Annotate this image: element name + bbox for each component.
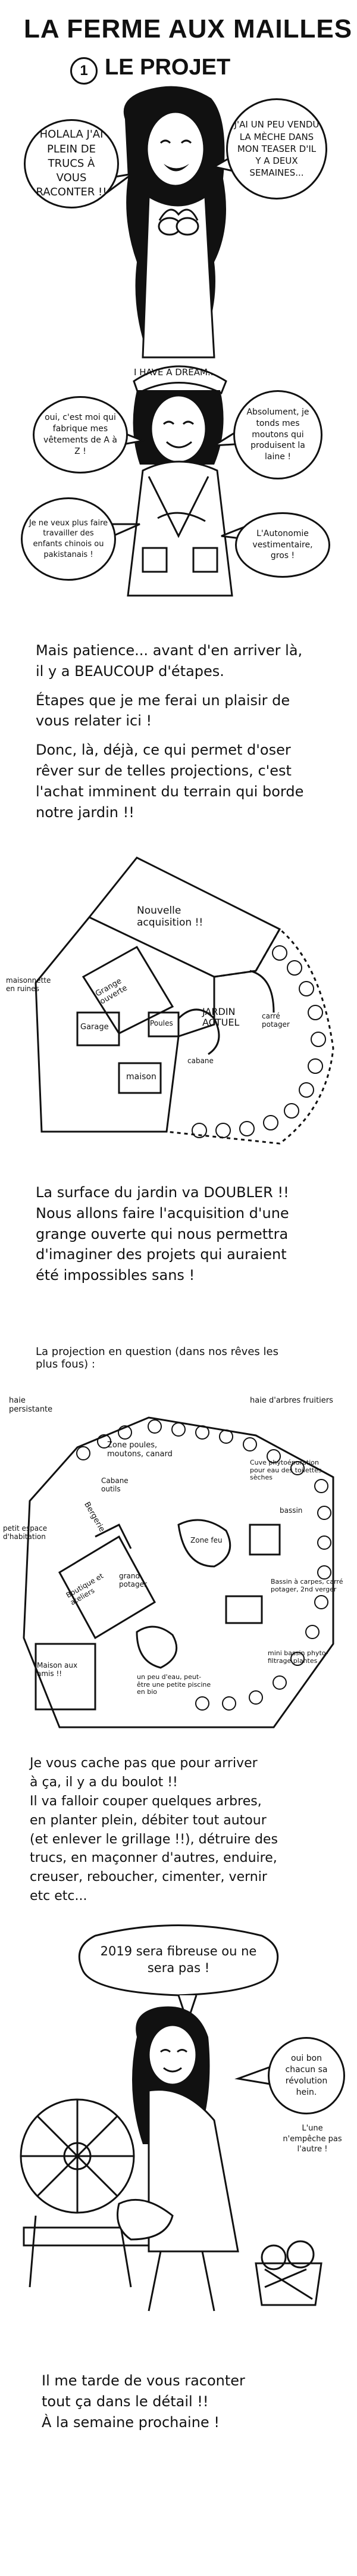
chapter-number: 1	[80, 63, 88, 79]
speech-bubble-enfants	[21, 497, 116, 581]
narration-line: etc etc...	[30, 1889, 87, 1904]
map2-label-cabane-outils: Cabane outils	[101, 1477, 129, 1493]
woman-knitwear-illustration	[128, 366, 232, 596]
speech-bubble-excited	[24, 119, 119, 208]
map2-label-haie-persistante: haie persistante	[9, 1396, 53, 1414]
closing-line: tout ça dans le détail !!	[42, 2393, 209, 2410]
speech-text: oui, c'est moi qui fabrique mes vêtements de A à Z !	[43, 413, 117, 456]
narration-line: creuser, reboucher, cimenter, vernir	[30, 1870, 267, 1885]
map2-label-espace-habitation: petit espace d'habitation	[3, 1524, 48, 1541]
narration-line: grange ouverte qui nous permettra	[36, 1225, 289, 1242]
map2-label-zone-poules: Zone poules, moutons, canard	[107, 1441, 173, 1459]
narration-line: Donc, là, déjà, ce qui permet d'oser	[36, 742, 291, 759]
speech-bubble-revolution	[268, 2037, 345, 2114]
narration-line: Nous allons faire l'acquisition d'une	[36, 1204, 289, 1222]
map2-label-haie-arbres: haie d'arbres fruitiers	[250, 1396, 333, 1405]
garden-map-current	[36, 858, 333, 1144]
narration-line: il y a BEAUCOUP d'étapes.	[36, 662, 224, 680]
map2-label-phytoepuration: Cuve phytoépuration pour eau des toilettes sèches	[250, 1459, 322, 1482]
map1-label-cabane: cabane	[187, 1057, 214, 1065]
narration-line: Étapes que je me ferai un plaisir de	[36, 691, 290, 709]
map1-label-jardin: JARDIN ACTUEL	[202, 1006, 240, 1029]
map1-label-maison: maison	[126, 1072, 156, 1082]
narration-line: Mais patience... avant d'en arriver là,	[36, 642, 303, 659]
closing-line: Il me tarde de vous raconter	[42, 2372, 245, 2389]
page-title: LA FERME AUX MAILLES	[24, 14, 353, 43]
map1-label-potager: carré potager	[262, 1012, 290, 1029]
closing-line: À la semaine prochaine !	[42, 2413, 220, 2431]
map2-label-zone-feu: Zone feu	[190, 1536, 223, 1544]
map1-label-garage: Garage	[80, 1023, 109, 1032]
map2-label-pond: un peu d'eau, peut-être une petite piscine en bio	[137, 1673, 211, 1696]
narration-block-2	[36, 1182, 339, 1286]
map2-label-bassin: bassin	[280, 1506, 303, 1515]
narration-line: l'achat imminent du terrain qui borde	[36, 783, 304, 800]
map2-label-grand-potager: grand potager	[119, 1572, 147, 1588]
map2-label-maison-amis: Maison aux amis !!	[37, 1661, 78, 1678]
narration-line: Je vous cache pas que pour arriver	[30, 1756, 258, 1771]
speech-small-autre: L'une n'empêche pas l'autre !	[283, 2124, 342, 2154]
narration-line: d'imaginer des projets qui auraient	[36, 1246, 287, 1263]
narration-block-3	[30, 1754, 339, 1906]
speech-text: J'AI UN PEU VENDU LA MÈCHE DANS MON TEASER D'IL Y A DEUX SEMAINES...	[234, 119, 320, 179]
narration-line: notre jardin !!	[36, 803, 134, 821]
speech-text: Absolument, je tonds mes moutons qui produisent la laine !	[246, 407, 309, 462]
chapter-subtitle: LE PROJET	[105, 55, 231, 80]
speech-bubble-fabrique	[33, 396, 128, 474]
narration-line: La surface du jardin va DOUBLER !!	[36, 1184, 289, 1201]
narration-line: à ça, il y a du boulot !!	[30, 1774, 178, 1790]
caption-2019: 2019 sera fibreuse ou ne sera pas !	[100, 1944, 257, 1976]
map2-label-bassin-carre: Bassin à carpes, carré potager, 2nd verger	[271, 1578, 343, 1593]
speech-bubble-moutons	[233, 390, 322, 479]
narration-block-1	[36, 640, 333, 823]
map1-label-grange: Grange ouverte	[94, 976, 129, 1007]
narration-line: vous relater ici !	[36, 712, 152, 730]
speech-bubble-teaser	[226, 98, 327, 200]
speech-text: HOLALA J'AI PLEIN DE TRUCS À VOUS RACONTER !!	[36, 128, 107, 199]
map2-label-bergerie: Bergerie	[82, 1500, 107, 1534]
narration-line: trucs, en maçonner d'autres, enduire,	[30, 1851, 277, 1866]
closing-text	[42, 2371, 327, 2432]
narration-line: Il va falloir couper quelques arbres,	[30, 1793, 262, 1809]
speech-text: Je ne veux plus faire travailler des enfants chinois ou pakistanais !	[29, 518, 108, 559]
map1-label-maisonnette: maisonnette en ruines	[6, 976, 51, 993]
speech-text: oui bon chacun sa révolution hein.	[285, 2054, 328, 2097]
narration-line: rêver sur de telles projections, c'est	[36, 762, 292, 779]
yarn-basket-illustration	[256, 2241, 321, 2305]
map2-caption: La projection en question (dans nos rêves les plus fous) :	[36, 1345, 278, 1370]
narration-line: (et enlever le grillage !!), détruire des	[30, 1831, 278, 1847]
woman-excited-illustration	[124, 86, 226, 357]
speech-text: L'Autonomie vestimentaire, gros !	[252, 528, 313, 561]
woman-spinning-figure	[118, 2007, 239, 2311]
map1-label-poules: Poules	[150, 1019, 173, 1027]
speech-bubble-autonomie	[235, 512, 330, 578]
map2-label-mini-bassin: mini bassin phyto-filtrage plantes	[268, 1649, 328, 1665]
narration-line: été impossibles sans !	[36, 1267, 195, 1284]
map1-label-nouvelle: Nouvelle acquisition !!	[137, 905, 203, 929]
caption-dream: I HAVE A DREAM...	[134, 367, 217, 378]
map2-label-boutique: Boutique et ateliers	[64, 1571, 105, 1607]
narration-line: en planter plein, débiter tout autour	[30, 1812, 267, 1828]
